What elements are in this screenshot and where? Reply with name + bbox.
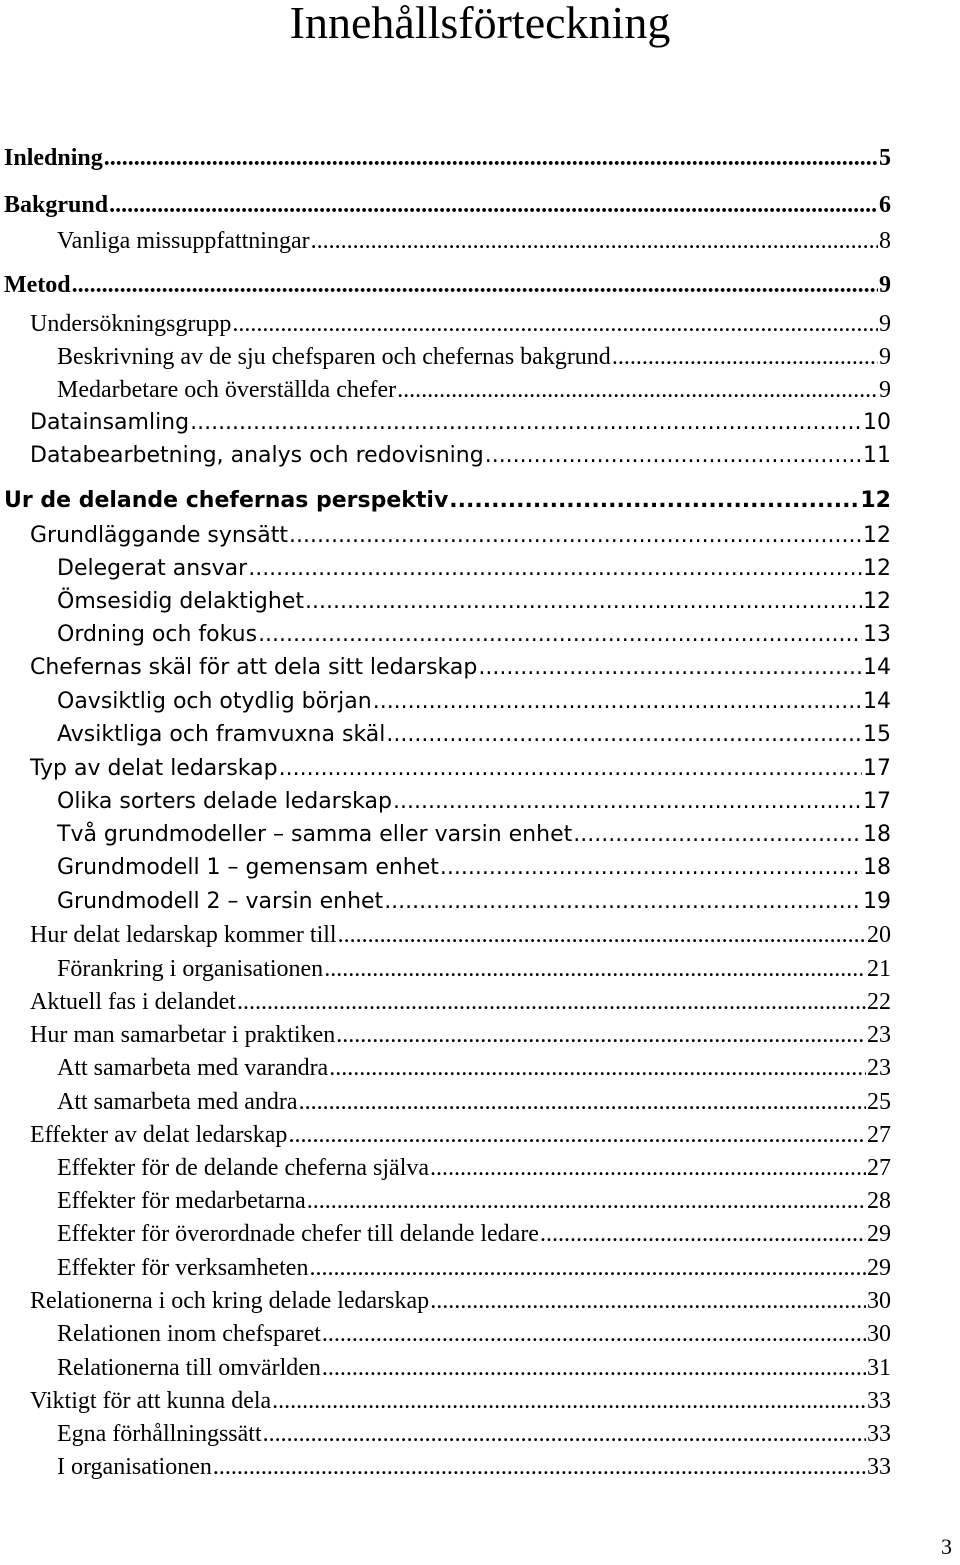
toc-entry-page: 22 <box>867 989 891 1015</box>
toc-entry[interactable] <box>57 1087 891 1121</box>
toc-entry-title: Typ av delat ledarskap <box>30 756 278 781</box>
toc-entry-page: 23 <box>867 1055 891 1081</box>
toc-dot-leader <box>336 1020 866 1050</box>
toc-entry[interactable] <box>30 1020 891 1054</box>
toc-dot-leader <box>386 720 862 750</box>
toc-entry-page: 27 <box>867 1155 891 1181</box>
toc-entry-title: Beskrivning av de sju chefsparen och chefernas bakgrund <box>57 344 611 370</box>
toc-dot-leader <box>190 408 862 438</box>
toc-dot-leader <box>258 620 862 650</box>
toc-entry-page: 9 <box>879 344 891 370</box>
toc-entry-title: Effekter för medarbetarna <box>57 1188 306 1214</box>
toc-dot-leader <box>307 1186 866 1216</box>
toc-entry-title: Hur delat ledarskap kommer till <box>30 922 337 948</box>
toc-entry[interactable] <box>30 408 891 442</box>
toc-entry-title: Relationerna i och kring delade ledarskap <box>30 1288 430 1314</box>
toc-entry-page: 5 <box>879 145 891 171</box>
toc-entry-title: Effekter av delat ledarskap <box>30 1122 288 1148</box>
toc-entry-page: 9 <box>879 311 891 337</box>
toc-entry[interactable] <box>30 1386 891 1420</box>
toc-dot-leader <box>430 1153 866 1183</box>
toc-dot-leader <box>384 887 862 917</box>
page-number: 3 <box>941 1534 952 1559</box>
toc-dot-leader <box>213 1452 866 1482</box>
toc-entry[interactable] <box>30 920 891 954</box>
toc-entry-page: 17 <box>863 756 891 781</box>
toc-entry[interactable] <box>57 587 891 621</box>
toc-entry-page: 12 <box>863 589 891 614</box>
toc-entry[interactable] <box>57 853 891 887</box>
toc-entry-title: Chefernas skäl för att dela sitt ledarskap <box>30 655 478 680</box>
toc-entry[interactable] <box>57 687 891 721</box>
toc-entry-title: Vanliga missuppfattningar <box>57 228 310 254</box>
toc-dot-leader <box>338 920 866 950</box>
toc-dot-leader <box>573 820 862 850</box>
toc-entry-title: Olika sorters delade ledarskap <box>57 789 392 814</box>
toc-entry-page: 9 <box>879 377 891 403</box>
toc-entry[interactable] <box>57 1319 891 1353</box>
toc-entry-page: 33 <box>867 1421 891 1447</box>
toc-dot-leader <box>322 1353 866 1383</box>
toc-entry-title: Ömsesidig delaktighet <box>57 589 304 614</box>
toc-dot-leader <box>109 190 878 220</box>
toc-entry-page: 13 <box>863 622 891 647</box>
toc-dot-leader <box>540 1219 866 1249</box>
toc-dot-leader <box>72 270 878 300</box>
toc-entry-page: 17 <box>863 789 891 814</box>
toc-dot-leader <box>322 1319 866 1349</box>
toc-dot-leader <box>478 653 862 683</box>
toc-entry-title: Avsiktliga och framvuxna skäl <box>57 722 386 747</box>
toc-entry[interactable] <box>57 1186 891 1220</box>
toc-entry[interactable] <box>57 620 891 654</box>
toc-entry-page: 9 <box>879 272 891 298</box>
toc-entry-page: 18 <box>863 855 891 880</box>
toc-dot-leader <box>237 987 866 1017</box>
toc-entry[interactable] <box>30 754 891 788</box>
toc-entry-page: 30 <box>867 1321 891 1347</box>
page-title: Innehållsförteckning <box>289 0 671 48</box>
toc-entry-title: Viktigt för att kunna dela <box>30 1388 272 1414</box>
toc-entry[interactable] <box>57 1219 891 1253</box>
toc-dot-leader <box>430 1286 866 1316</box>
toc-dot-leader <box>104 143 878 173</box>
toc-entry-title: Två grundmodeller – samma eller varsin enhet <box>57 822 573 847</box>
toc-entry-page: 12 <box>863 556 891 581</box>
toc-dot-leader <box>329 1053 866 1083</box>
toc-entry-title: Datainsamling <box>30 410 190 435</box>
toc-entry-page: 30 <box>867 1288 891 1314</box>
toc-entry-title: Medarbetare och överställda chefer <box>57 377 397 403</box>
toc-entry-page: 14 <box>863 655 891 680</box>
toc-entry-page: 33 <box>867 1454 891 1480</box>
toc-entry-page: 21 <box>867 956 891 982</box>
toc-dot-leader <box>309 1253 866 1283</box>
toc-entry[interactable] <box>4 143 891 177</box>
toc-entry-page: 11 <box>863 443 891 468</box>
toc-entry-page: 29 <box>867 1221 891 1247</box>
toc-dot-leader <box>324 954 866 984</box>
toc-entry-title: Effekter för verksamheten <box>57 1255 309 1281</box>
toc-entry[interactable] <box>57 375 891 409</box>
toc-entry[interactable] <box>57 954 891 988</box>
toc-entry-page: 6 <box>879 192 891 218</box>
toc-entry-page: 28 <box>867 1188 891 1214</box>
toc-entry-title: I organisationen <box>57 1454 212 1480</box>
toc-entry-title: Oavsiktlig och otydlig början <box>57 689 372 714</box>
toc-entry-page: 14 <box>863 689 891 714</box>
toc-entry[interactable] <box>4 190 891 224</box>
toc-entry[interactable] <box>30 987 891 1021</box>
toc-entry[interactable] <box>57 1353 891 1387</box>
toc-entry-title: Relationen inom chefsparet <box>57 1321 321 1347</box>
toc-entry[interactable] <box>4 486 891 520</box>
toc-entry[interactable] <box>30 1120 891 1154</box>
toc-entry-title: Aktuell fas i delandet <box>30 989 236 1015</box>
toc-entry-page: 25 <box>867 1089 891 1115</box>
toc-entry-title: Förankring i organisationen <box>57 956 324 982</box>
toc-entry[interactable] <box>4 270 891 304</box>
toc-entry[interactable] <box>57 887 891 921</box>
toc-entry[interactable] <box>57 342 891 376</box>
toc-entry[interactable] <box>57 720 891 754</box>
toc-dot-leader <box>449 486 859 516</box>
toc-entry-title: Effekter för överordnade chefer till delande ledare <box>57 1221 539 1247</box>
toc-entry-title: Grundmodell 1 – gemensam enhet <box>57 855 439 880</box>
toc-entry-title: Ur de delande chefernas perspektiv <box>4 488 449 513</box>
toc-entry[interactable] <box>57 1253 891 1287</box>
toc-entry-title: Undersökningsgrupp <box>30 311 232 337</box>
toc-entry-page: 27 <box>867 1122 891 1148</box>
toc-dot-leader <box>612 342 878 372</box>
toc-entry[interactable] <box>57 1452 891 1486</box>
toc-entry-title: Ordning och fokus <box>57 622 258 647</box>
toc-entry-page: 12 <box>860 488 891 513</box>
toc-entry-page: 33 <box>867 1388 891 1414</box>
toc-entry-title: Databearbetning, analys och redovisning <box>30 443 484 468</box>
toc-entry[interactable] <box>57 820 891 854</box>
toc-dot-leader <box>248 554 862 584</box>
toc-entry-page: 15 <box>863 722 891 747</box>
toc-dot-leader <box>485 441 862 471</box>
toc-entry-page: 8 <box>879 228 891 254</box>
toc-entry-title: Grundmodell 2 – varsin enhet <box>57 889 384 914</box>
toc-entry-title: Effekter för de delande cheferna själva <box>57 1155 430 1181</box>
toc-entry-page: 29 <box>867 1255 891 1281</box>
toc-entry-title: Delegerat ansvar <box>57 556 248 581</box>
toc-dot-leader <box>397 375 878 405</box>
toc-entry-page: 10 <box>863 410 891 435</box>
toc-entry[interactable] <box>57 554 891 588</box>
toc-dot-leader <box>373 687 862 717</box>
toc-entry-page: 20 <box>867 922 891 948</box>
toc-entry-title: Relationerna till omvärlden <box>57 1355 321 1381</box>
toc-entry-title: Att samarbeta med andra <box>57 1089 298 1115</box>
toc-entry[interactable] <box>57 1153 891 1187</box>
toc-entry-title: Hur man samarbetar i praktiken <box>30 1022 336 1048</box>
toc-dot-leader <box>299 1087 866 1117</box>
toc-dot-leader <box>232 309 878 339</box>
toc-dot-leader <box>263 1419 866 1449</box>
toc-entry[interactable] <box>30 309 891 343</box>
toc-entry-page: 18 <box>863 822 891 847</box>
toc-entry[interactable] <box>30 521 891 555</box>
toc-entry-title: Metod <box>4 272 71 298</box>
toc-entry-title: Inledning <box>4 145 103 171</box>
toc-dot-leader <box>279 754 862 784</box>
toc-entry-page: 19 <box>863 889 891 914</box>
toc-dot-leader <box>311 226 878 256</box>
toc-entry-title: Bakgrund <box>4 192 109 218</box>
toc-entry[interactable] <box>30 653 891 687</box>
toc-entry-title: Egna förhållningssätt <box>57 1421 262 1447</box>
toc-entry-page: 23 <box>867 1022 891 1048</box>
toc-dot-leader <box>440 853 862 883</box>
toc-entry-title: Grundläggande synsätt <box>30 523 289 548</box>
toc-entry[interactable] <box>30 441 891 475</box>
toc-entry[interactable] <box>57 1053 891 1087</box>
toc-dot-leader <box>393 787 862 817</box>
toc-dot-leader <box>305 587 862 617</box>
toc-entry[interactable] <box>30 1286 891 1320</box>
toc-dot-leader <box>272 1386 866 1416</box>
toc-dot-leader <box>288 1120 866 1150</box>
toc-dot-leader <box>289 521 862 551</box>
toc-entry[interactable] <box>57 1419 891 1453</box>
toc-entry-title: Att samarbeta med varandra <box>57 1055 329 1081</box>
toc-entry-page: 12 <box>863 523 891 548</box>
toc-entry-page: 31 <box>867 1355 891 1381</box>
toc-entry[interactable] <box>57 787 891 821</box>
toc-entry[interactable] <box>57 226 891 260</box>
